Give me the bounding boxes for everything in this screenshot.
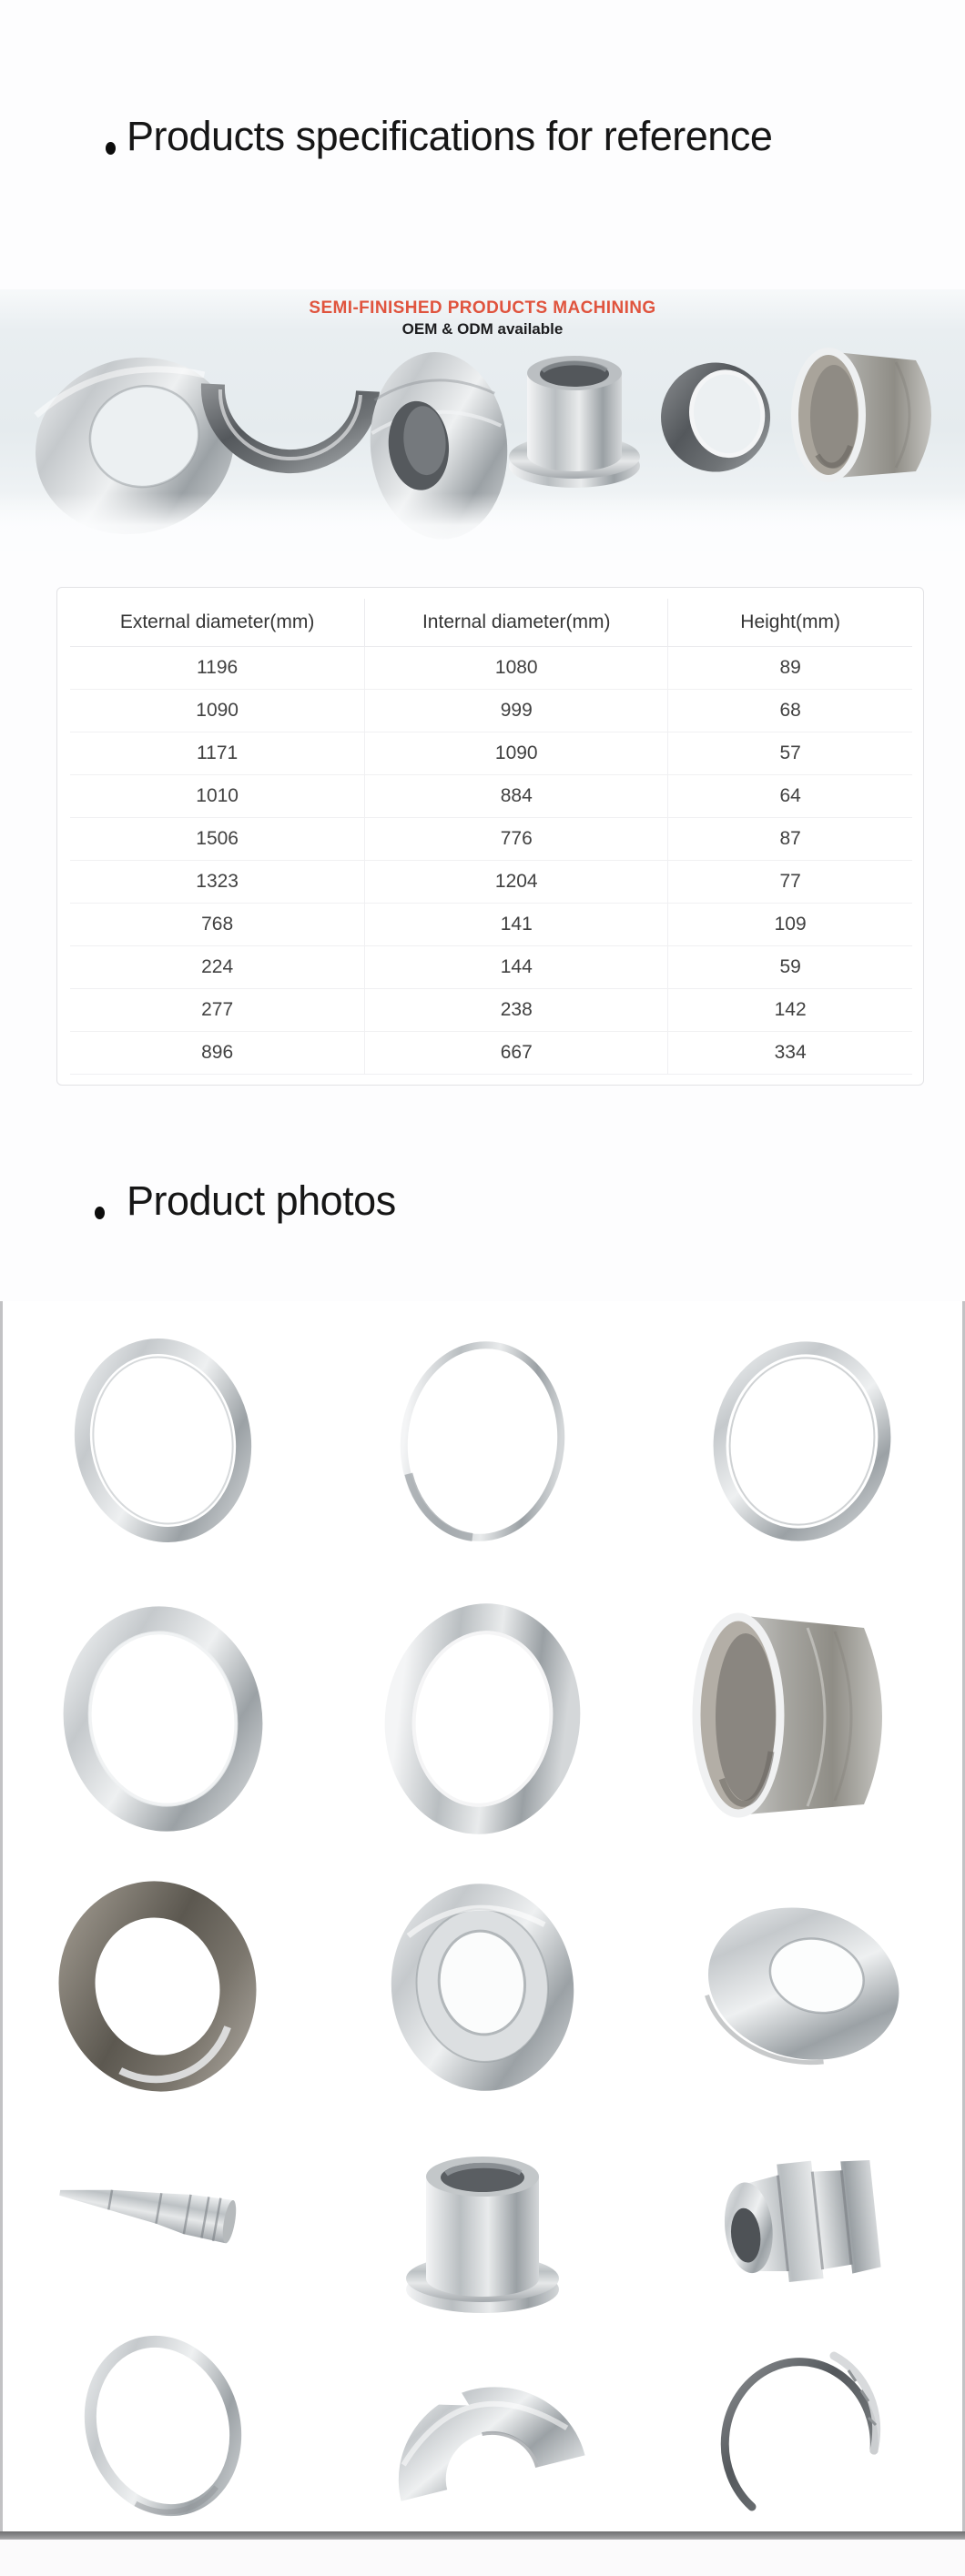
- product-photo-grooved-hub: [696, 2142, 909, 2301]
- internal-diameter-cell: 884: [365, 774, 668, 817]
- photo-cell: [322, 1856, 642, 2120]
- internal-diameter-cell: 999: [365, 689, 668, 732]
- table-row: [70, 860, 912, 903]
- banner-subtitle: OEM & ODM available: [401, 320, 564, 338]
- photo-cell: [322, 2322, 642, 2531]
- specs-table-body: [70, 646, 912, 1074]
- product-photo-open-arc: [705, 2334, 900, 2520]
- specs-table-header-cell: Internal diameter(mm): [365, 599, 668, 646]
- photos-title-text: Product photos: [127, 1177, 396, 1224]
- banner-dark-ring-image: [659, 360, 787, 479]
- external-diameter-cell: 1323: [70, 860, 365, 903]
- height-cell: 68: [668, 689, 912, 732]
- photo-cell: [643, 1856, 962, 2120]
- product-photo-wide-ring: [361, 1600, 603, 1841]
- table-row: [70, 945, 912, 988]
- internal-diameter-cell: 1080: [365, 646, 668, 689]
- table-row: [70, 646, 912, 689]
- photo-cell: [643, 2322, 962, 2531]
- height-cell: 59: [668, 945, 912, 988]
- product-photo-thin-ring: [58, 2328, 268, 2526]
- internal-diameter-cell: 667: [365, 1031, 668, 1074]
- internal-diameter-cell: 776: [365, 817, 668, 860]
- specs-table-header-cell: Height(mm): [668, 599, 912, 646]
- external-diameter-cell: 768: [70, 903, 365, 945]
- product-photo-sleeve: [680, 1606, 924, 1834]
- banner-floor-reflection: [0, 493, 965, 551]
- product-photo-tapered-shaft: [49, 2156, 277, 2288]
- specs-table-header-row: [70, 599, 912, 646]
- specs-section-title: [106, 115, 772, 157]
- product-photo-flat-washer: [677, 1882, 928, 2096]
- photo-cell: [322, 2120, 642, 2322]
- photos-section-title: [95, 1179, 396, 1222]
- product-photo-flanged-cylinder: [382, 2124, 583, 2319]
- height-cell: 89: [668, 646, 912, 689]
- height-cell: 334: [668, 1031, 912, 1074]
- internal-diameter-cell: 1204: [365, 860, 668, 903]
- table-row: [70, 903, 912, 945]
- external-diameter-cell: 896: [70, 1031, 365, 1074]
- bullet-dot: [95, 1207, 105, 1219]
- table-row: [70, 774, 912, 817]
- banner-flanged-cylinder-image: [506, 340, 643, 493]
- height-cell: 142: [668, 988, 912, 1031]
- internal-diameter-cell: 1090: [365, 732, 668, 774]
- photo-cell: [643, 2120, 962, 2322]
- product-photos-panel: [0, 1301, 965, 2531]
- photo-cell: [322, 1583, 642, 1856]
- height-cell: 57: [668, 732, 912, 774]
- table-row: [70, 817, 912, 860]
- bullet-dot: [106, 142, 116, 155]
- height-cell: 109: [668, 903, 912, 945]
- internal-diameter-cell: 141: [365, 903, 668, 945]
- external-diameter-cell: 1196: [70, 646, 365, 689]
- table-row: [70, 1031, 912, 1074]
- specs-table: [70, 599, 912, 1075]
- height-cell: 87: [668, 817, 912, 860]
- photo-cell: [3, 1856, 322, 2120]
- photo-cell: [322, 1301, 642, 1583]
- table-row: [70, 988, 912, 1031]
- product-photo-flanged-ring: [361, 1873, 604, 2105]
- photo-cell: [643, 1583, 962, 1856]
- photo-cell: [3, 2322, 322, 2531]
- height-cell: 77: [668, 860, 912, 903]
- bottom-divider-bar: [0, 2531, 965, 2540]
- photo-cell: [643, 1301, 962, 1583]
- external-diameter-cell: 1171: [70, 732, 365, 774]
- bottom-spacer: [0, 2540, 965, 2576]
- external-diameter-cell: 277: [70, 988, 365, 1031]
- table-row: [70, 732, 912, 774]
- external-diameter-cell: 1010: [70, 774, 365, 817]
- external-diameter-cell: 1506: [70, 817, 365, 860]
- product-photos-grid: [3, 1301, 962, 2531]
- internal-diameter-cell: 144: [365, 945, 668, 988]
- internal-diameter-cell: 238: [365, 988, 668, 1031]
- table-row: [70, 689, 912, 732]
- external-diameter-cell: 1090: [70, 689, 365, 732]
- product-photo-thin-ring: [369, 1327, 596, 1559]
- external-diameter-cell: 224: [70, 945, 365, 988]
- product-photo-thin-ring: [49, 1327, 277, 1559]
- photo-cell: [3, 2120, 322, 2322]
- photo-cell: [3, 1301, 322, 1583]
- photo-cell: [3, 1583, 322, 1856]
- products-banner: [0, 289, 965, 546]
- banner-title: SEMI-FINISHED PRODUCTS MACHINING: [309, 298, 656, 318]
- product-photo-dark-ring: [37, 1877, 288, 2100]
- banner-sleeve-image: [787, 346, 952, 484]
- product-photo-thin-ring: [688, 1327, 916, 1559]
- specs-table-card: [56, 587, 924, 1086]
- product-photo-wide-ring: [42, 1600, 283, 1841]
- specs-title-text: Products specifications for reference: [127, 113, 773, 159]
- specs-table-header-cell: External diameter(mm): [70, 599, 365, 646]
- height-cell: 64: [668, 774, 912, 817]
- product-photo-half-shell: [373, 2336, 592, 2518]
